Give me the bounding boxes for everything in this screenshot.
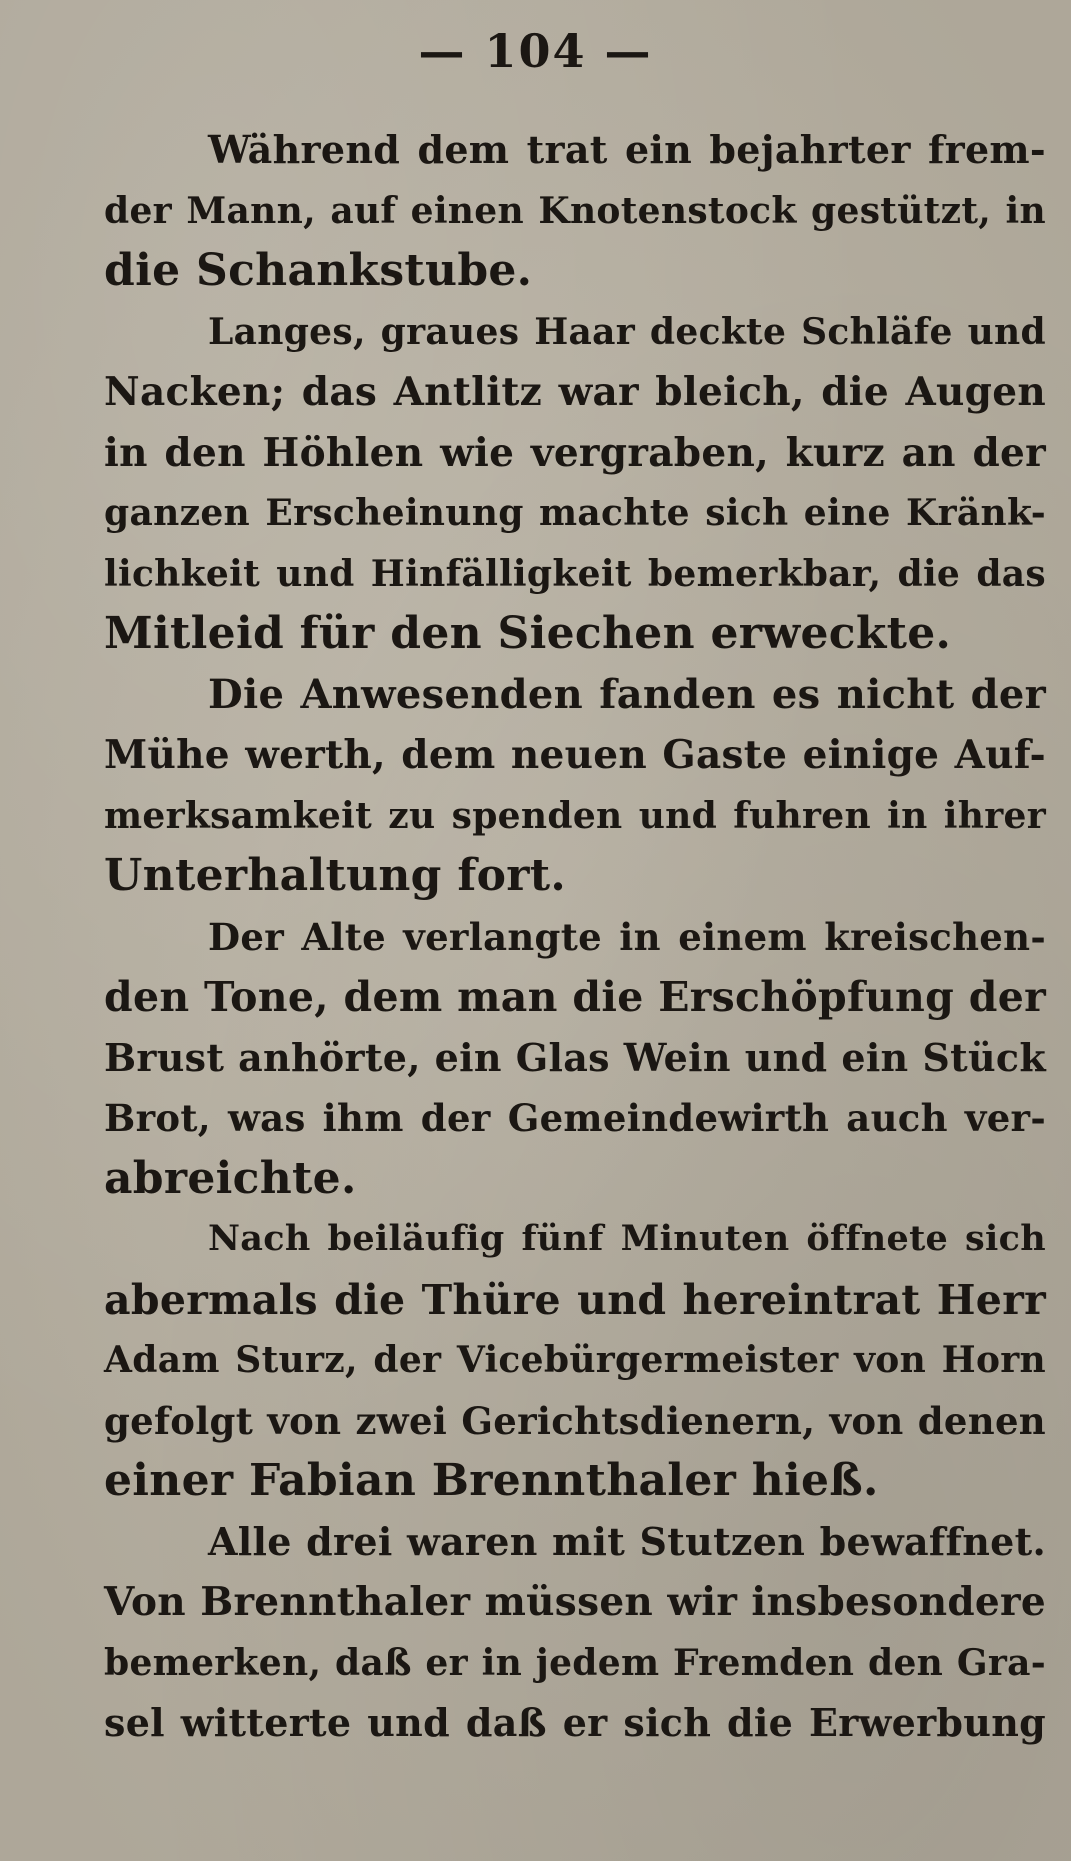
text-line: Von Brennthaler müssen wir insbesondere: [104, 1579, 1046, 1625]
text-line: Nach beiläufig fünf Minuten öffnete sich: [208, 1218, 1046, 1259]
text-line: einer Fabian Brennthaler hieß.: [104, 1455, 879, 1506]
text-line: Der Alte verlangte in einem kreischen-: [208, 914, 1046, 959]
page-number: — 104 —: [418, 24, 653, 78]
text-line: in den Höhlen wie vergraben, kurz an der: [104, 429, 1046, 476]
body-text: [104, 120, 1046, 1754]
text-line: Brust anhörte, ein Glas Wein und ein Stück: [104, 1034, 1046, 1080]
text-line: abermals die Thüre und hereintrat Herr: [104, 1275, 1046, 1324]
text-line: ganzen Erscheinung machte sich eine Kränk-: [104, 492, 1046, 534]
text-line: bemerken, daß er in jedem Fremden den Gra-: [104, 1641, 1046, 1684]
text-line: Langes, graues Haar deckte Schläfe und: [208, 310, 1046, 353]
text-line: abreichte.: [104, 1152, 357, 1204]
text-line: Mühe werth, dem neuen Gaste einige Auf-: [104, 732, 1046, 778]
text-line: Nacken; das Antlitz war bleich, die Augen: [104, 369, 1046, 415]
text-line: Die Anwesenden fanden es nicht der: [208, 670, 1046, 718]
text-line: Adam Sturz, der Vicebürgermeister von Horn: [104, 1339, 1046, 1381]
text-line: Alle drei waren mit Stutzen bewaffnet.: [208, 1518, 1046, 1564]
text-line: Brot, was ihm der Gemeindewirth auch ver-: [104, 1096, 1046, 1140]
text-line: der Mann, auf einen Knotenstock gestützt, in: [104, 189, 1046, 232]
text-line: Während dem trat ein bejahrter frem-: [208, 127, 1046, 172]
text-line: gefolgt von zwei Gerichtsdienern, von denen: [104, 1398, 1046, 1443]
text-line: lichkeit und Hinfälligkeit bemerkbar, die das: [104, 552, 1046, 595]
text-line: Unterhaltung fort.: [104, 850, 566, 901]
text-line: sel witterte und daß er sich die Erwerbung: [104, 1700, 1046, 1745]
text-line: merksamkeit zu spenden und fuhren in ihrer: [104, 794, 1046, 837]
text-line: die Schankstube.: [104, 245, 533, 296]
text-line: Mitleid für den Siechen erweckte.: [104, 608, 952, 659]
text-line: den Tone, dem man die Erschöpfung der: [104, 973, 1046, 1021]
